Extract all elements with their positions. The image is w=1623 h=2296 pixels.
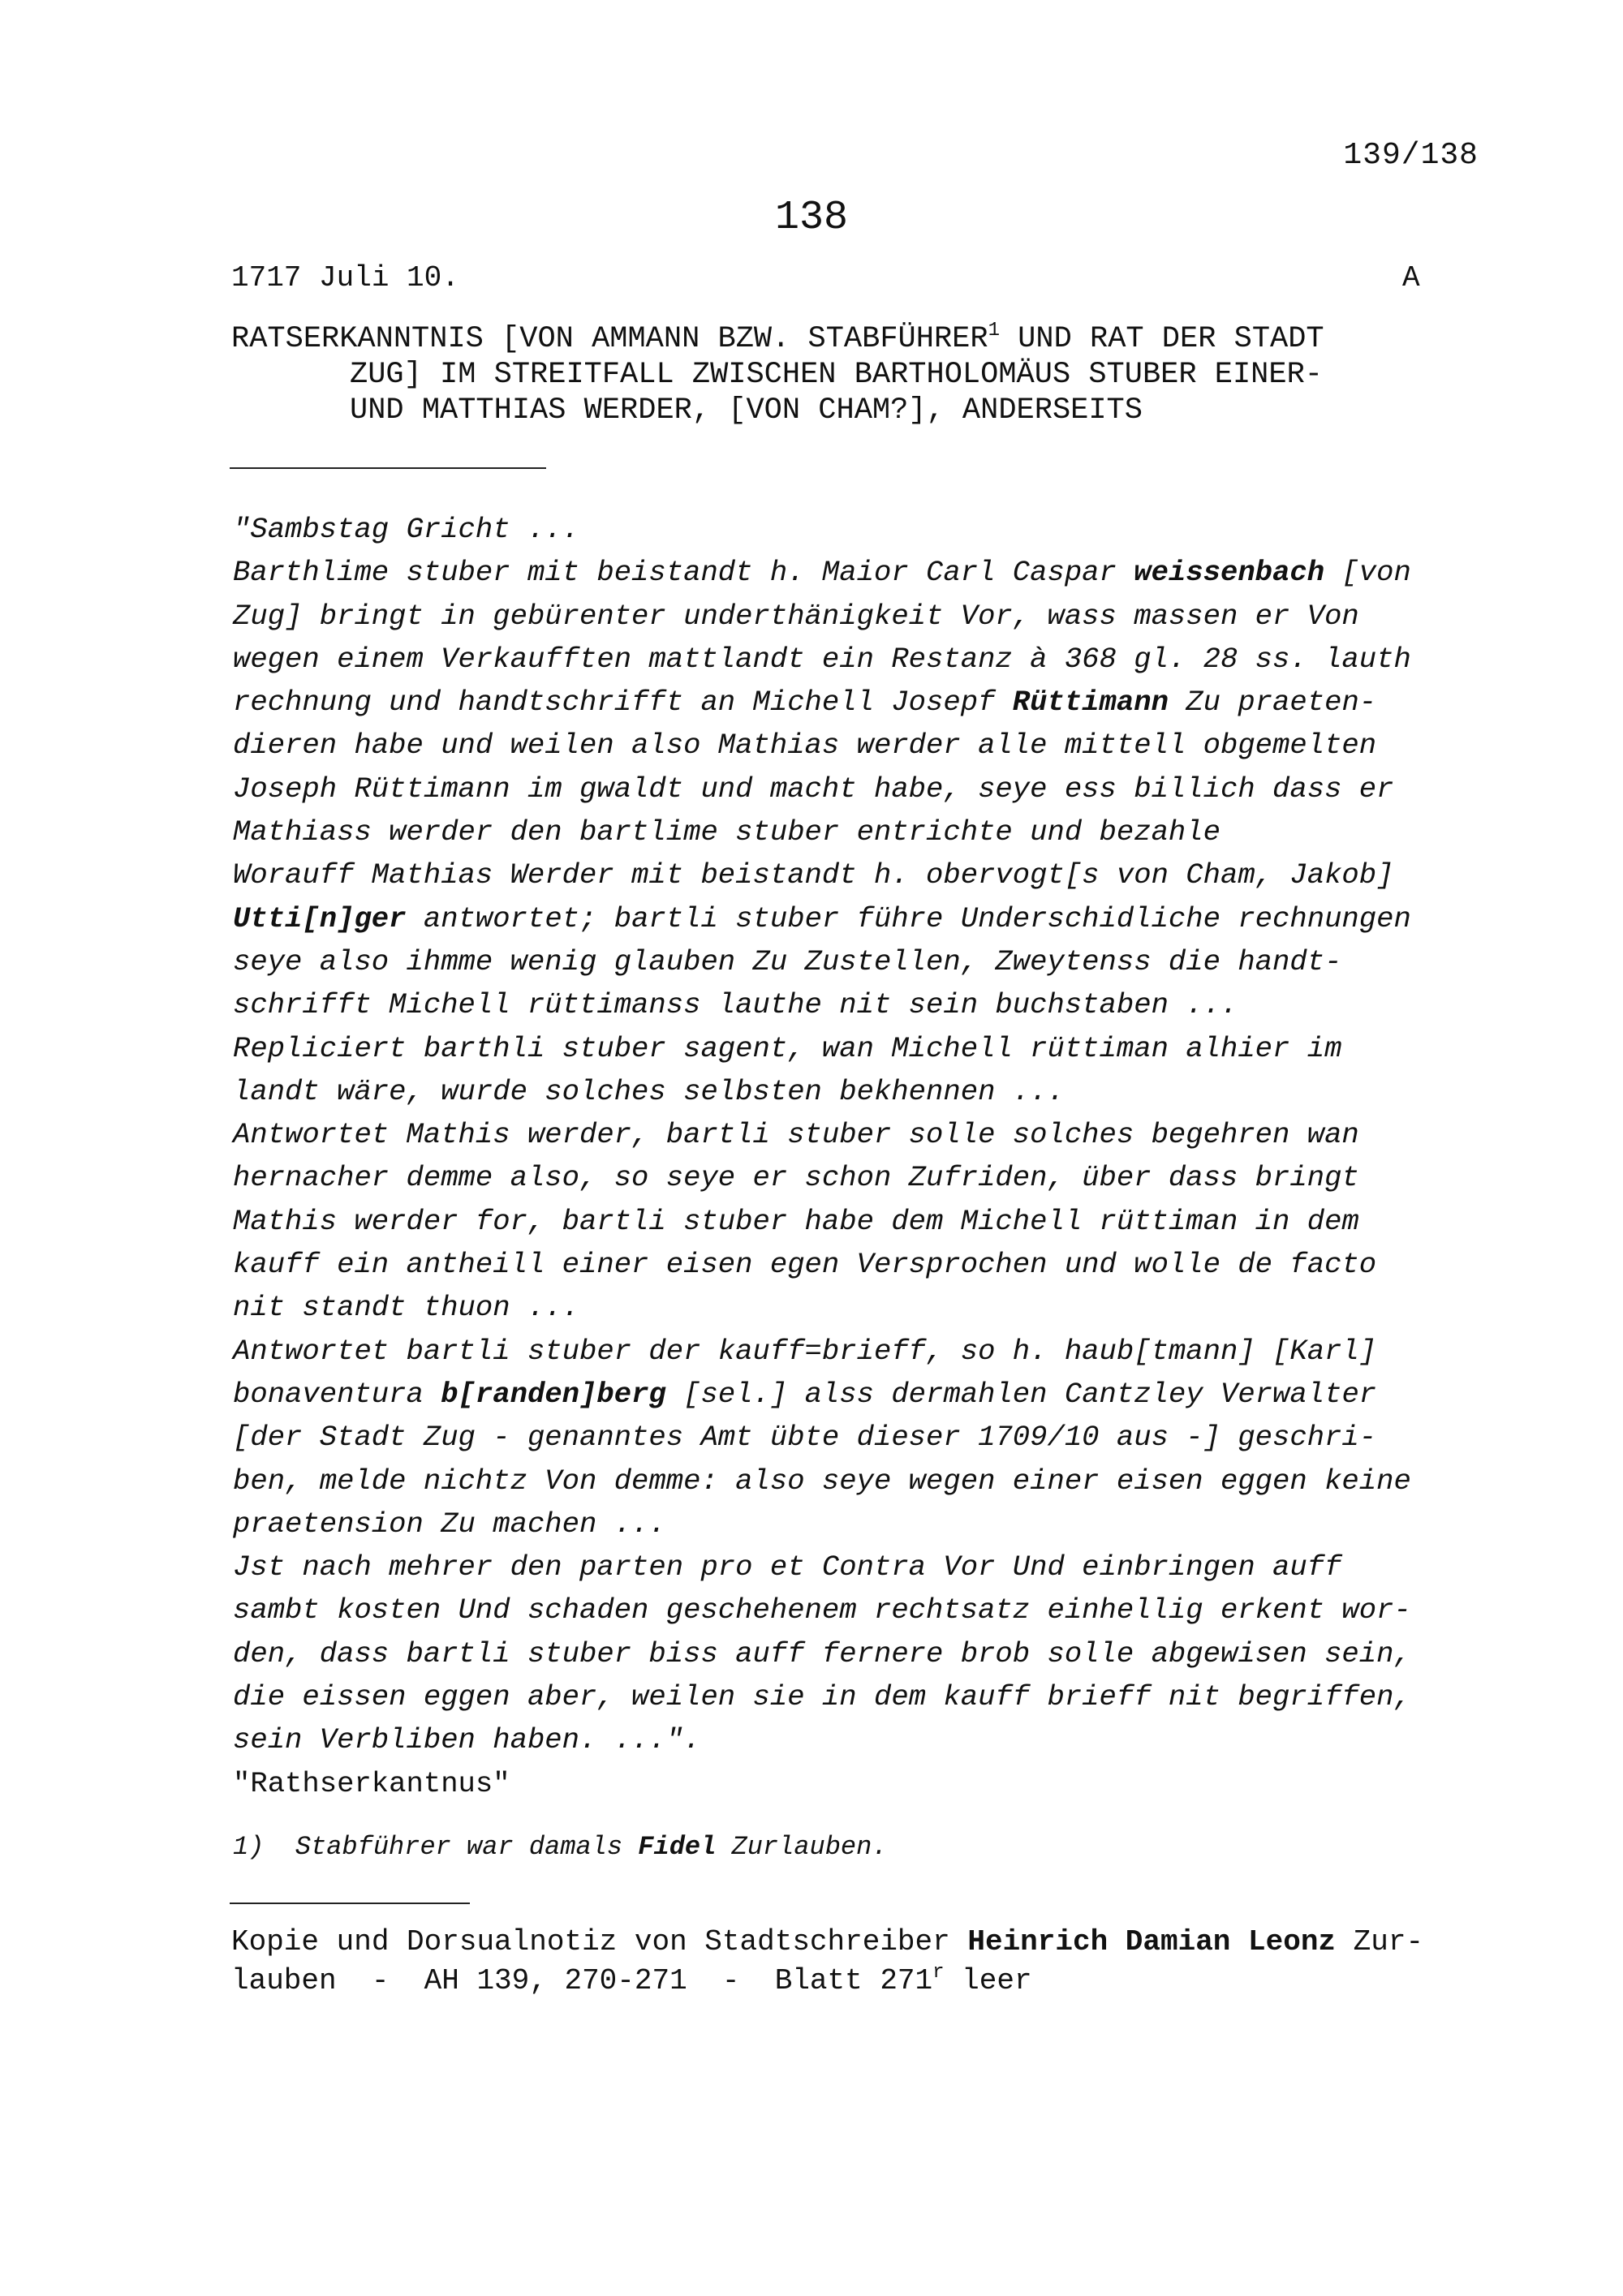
source-line-2: lauben - AH 139, 270-271 - Blatt 271$^r$ leer xyxy=(231,1962,1032,1997)
transcription-body xyxy=(233,508,1499,1805)
body-line: wegen einem Verkaufften mattlandt ein Restanz à 368 gl. 28 ss. lauth xyxy=(233,642,1411,676)
source-note xyxy=(231,1923,1423,2001)
body-line: bonaventura b[randen]berg [sel.] alss dermahlen Cantzley Verwalter xyxy=(233,1377,1377,1411)
body-line: ben, melde nichtz Von demme: also seye wegen einer eisen eggen keine xyxy=(233,1464,1411,1498)
name-ruettimann: Rüttimann xyxy=(1012,686,1169,720)
body-line-heading-note: "Rathserkantnus" xyxy=(233,1766,510,1800)
recto-marker: r xyxy=(932,1962,945,1984)
body-line: rechnung und handtschrifft an Michell Josepf Rüttimann Zu praeten- xyxy=(233,686,1377,720)
body-line: hernacher demme also, so seye er schon Zufriden, über dass bringt xyxy=(233,1161,1359,1195)
body-line: sein Verbliben haben. ...". xyxy=(233,1723,701,1757)
document-number: 138 xyxy=(774,195,848,241)
footnote-divider xyxy=(230,1903,470,1904)
body-line: Antwortet bartli stuber der kauff=brieff, so h. haub[tmann] [Karl] xyxy=(233,1334,1377,1368)
body-line: Zug] bringt in gebürenter underthänigkeit Vor, wass massen er Von xyxy=(233,599,1359,633)
body-line: Barthlime stuber mit beistandt h. Maior Carl Caspar weissenbach [von xyxy=(233,556,1411,590)
body-line: landt wäre, wurde solches selbsten bekhennen ... xyxy=(233,1074,1065,1108)
document-variant: A xyxy=(1402,261,1420,295)
body-line: praetension Zu machen ... xyxy=(233,1507,666,1541)
body-line: nit standt thuon ... xyxy=(233,1291,580,1325)
name-uttinger: Utti[n]ger xyxy=(233,901,407,935)
body-line: sambt kosten Und schaden geschehenem rechtsatz einhellig erkent wor- xyxy=(233,1593,1411,1627)
body-line: "Sambstag Gricht ... xyxy=(233,513,580,546)
footnote-marker: 1 xyxy=(988,320,1000,342)
body-line: seye also ihmme wenig glauben Zu Zustellen, Zweytenss die handt- xyxy=(233,944,1342,978)
page-reference: 139/138 xyxy=(1343,138,1479,173)
name-weissenbach: weissenbach xyxy=(1134,556,1325,590)
name-zurlauben: Heinrich Damian Leonz xyxy=(967,1925,1337,1958)
body-line: Jst nach mehrer den parten pro et Contra Vor Und einbringen auff xyxy=(233,1550,1342,1584)
source-line-1: Kopie und Dorsualnotiz von Stadtschreiber Heinrich Damian Leonz Zur- xyxy=(231,1925,1424,1958)
body-line: Repliciert barthli stuber sagent, wan Michell rüttiman alhier im xyxy=(233,1031,1342,1065)
body-line: schrifft Michell rüttimanss lauthe nit sein buchstaben ... xyxy=(233,988,1238,1022)
body-line: [der Stadt Zug - genanntes Amt übte dieser 1709/10 aus -] geschri- xyxy=(233,1421,1377,1455)
title-line-1: RATSERKANNTNIS [VON AMMANN BZW. STABFÜHRER$^1$ UND RAT DER STADT xyxy=(231,320,1324,356)
body-line: Mathiass werder den bartlime stuber entrichte und bezahle xyxy=(233,815,1220,849)
body-line: Antwortet Mathis werder, bartli stuber solle solches begehren wan xyxy=(233,1118,1359,1152)
body-line: kauff ein antheill einer eisen egen Versprochen und wolle de facto xyxy=(233,1248,1377,1282)
body-line: die eissen eggen aber, weilen sie in dem kauff brieff nit begriffen, xyxy=(233,1680,1411,1714)
body-line: dieren habe und weilen also Mathias werder alle mittell obgemelten xyxy=(233,729,1377,763)
body-line: Utti[n]ger antwortet; bartli stuber führe Underschidliche rechnungen xyxy=(233,901,1411,935)
title-divider xyxy=(230,467,546,469)
name-brandenberg: b[randen]berg xyxy=(441,1377,666,1411)
body-line: den, dass bartli stuber biss auff fernere brob solle abgewisen sein, xyxy=(233,1636,1411,1670)
document-date: 1717 Juli 10. xyxy=(231,261,459,295)
body-line: Joseph Rüttimann im gwaldt und macht habe, seye ess billich dass er xyxy=(233,772,1394,806)
title-line-3: UND MATTHIAS WERDER, [VON CHAM?], ANDERSEITS xyxy=(350,393,1143,428)
footnote: 1) Stabführer war damals Fidel Zurlauben. xyxy=(233,1832,888,1862)
body-line: Worauff Mathias Werder mit beistandt h. obervogt[s von Cham, Jakob] xyxy=(233,858,1394,892)
name-fidel: Fidel xyxy=(638,1832,717,1862)
document-title xyxy=(231,321,1481,428)
body-line: Mathis werder for, bartli stuber habe dem Michell rüttiman in dem xyxy=(233,1204,1359,1238)
title-line-2: ZUG] IM STREITFALL ZWISCHEN BARTHOLOMÄUS STUBER EINER- xyxy=(350,358,1323,392)
